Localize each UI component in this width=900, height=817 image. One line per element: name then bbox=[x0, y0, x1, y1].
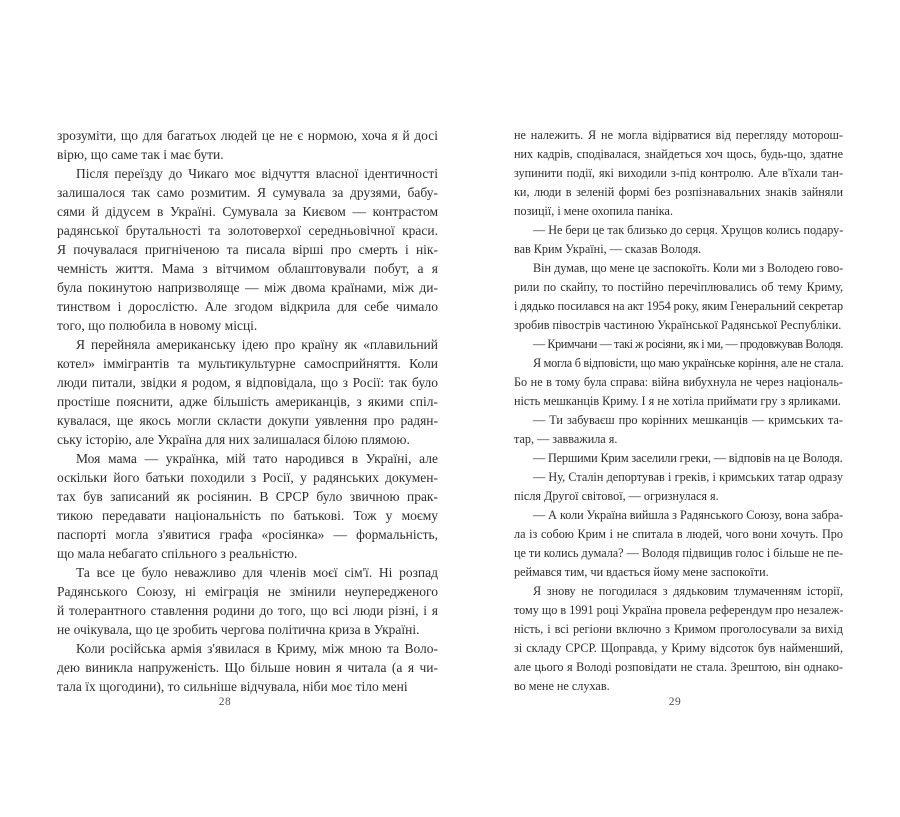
text-line: зробив півострів частиною Української Радянської Республіки. bbox=[514, 318, 842, 332]
text-line: але цього я Володі розповідати не стала. Зрештою, він однако- bbox=[514, 660, 843, 674]
text-line: — Ну, Сталін депортував і греків, і кримських татар одразу bbox=[533, 470, 843, 484]
text-line: простіше пояснити, адже більшість американців, з якими спіл- bbox=[57, 394, 438, 409]
text-line: і дядько посилався на акт 1954 року, яким Генеральний секретар bbox=[514, 299, 843, 313]
text-line: Та все це було неважливо для членів моєї сім'ї. Ні розпад bbox=[76, 565, 438, 580]
text-line: Я почувалася пригніченою та писала вірші про смерть і нік- bbox=[57, 242, 438, 257]
text-line: реймався тим, чи вдається йому мене заспокоїти. bbox=[514, 565, 769, 579]
text-line: вірю, що саме так і має бути. bbox=[57, 147, 224, 162]
page-number-left: 28 bbox=[218, 696, 232, 708]
text-line: позиції, і мене охопила паніка. bbox=[514, 204, 674, 218]
text-line: ську історію, але Україна для них залишалася білою плямою. bbox=[57, 432, 410, 447]
text-line: — Першими Крим заселили греки, — відповів на це Володя. bbox=[533, 451, 843, 465]
text-line: вав Крим Україні, — сказав Володя. bbox=[514, 242, 702, 256]
text-line: ність, і всі регіони включно з Кримом проголосували за вихід bbox=[514, 622, 843, 636]
text-line: Бо не в тому була справа: війна вибухнула не через національ- bbox=[514, 375, 843, 389]
text-line: Я знову не погодилася з дядьковим тлумаченням історії, bbox=[533, 584, 843, 598]
text-line: Моя мама — українка, мій тато народився в Україні, але bbox=[76, 451, 438, 466]
text-line: була покинутою напризволяще — між двома країнами, між ди- bbox=[57, 280, 438, 295]
left-page-text-block bbox=[57, 126, 438, 696]
text-line: ла із собою Крим і не спитала в людей, чого вони хочуть. Про bbox=[514, 527, 843, 541]
text-line: це ти колись думала? — Володя підвищив голос і більше не пе- bbox=[514, 546, 844, 560]
text-line: тах був записаний як росіянин. В СРСР було звичною прак- bbox=[57, 489, 438, 504]
text-line: радянської брутальності та золотоверхої середньовічної краси. bbox=[57, 223, 438, 238]
text-line: не належить. Я не могла відірватися від перегляду моторош- bbox=[514, 128, 843, 142]
text-line: тар, — завважила я. bbox=[514, 432, 618, 446]
text-line: ність мешканців Криму. І я не хотіла приймати гру з ярликами. bbox=[514, 394, 841, 408]
text-line: тинством і дорослістю. Але згодом відкрила для себе чимало bbox=[57, 299, 438, 314]
text-line: — Не бери це так близько до серця. Хрущов колись подару- bbox=[533, 223, 844, 237]
text-line: рили по скайпу, то постійно перечіплювались об тему Криму, bbox=[514, 280, 843, 294]
text-line: зупинити події, які виходили з-під контролю. Але в'їхали тан- bbox=[514, 166, 843, 180]
text-line: того, що полюбила в новому місці. bbox=[57, 318, 258, 333]
text-line: тикою передавати національність по батькові. Тож у моєму bbox=[57, 508, 438, 523]
text-line: кувалася, ще якось могли скласти докупи уявлення про радян- bbox=[57, 413, 438, 428]
text-line: зі складу СРСР. Щоправда, у Криму відсоток був найменший, bbox=[514, 641, 843, 655]
text-line: ки, люди в зеленій формі без розпізнавальних знаків зайняли bbox=[514, 185, 843, 199]
text-line: тала їх щогодини), то сильніше відчувала, ніби моє тіло мені bbox=[57, 679, 408, 694]
text-line: них кадрів, сподівалася, знайдеться хоч щось, будь-що, здатне bbox=[514, 147, 843, 161]
text-line: Він думав, що мене це заспокоїть. Коли ми з Володею гово- bbox=[533, 261, 844, 275]
text-line: не очікувала, що це зробить чергова політична криза в Україні. bbox=[57, 622, 420, 637]
text-line: тому що в 1991 році Україна провела референдум про незалеж- bbox=[514, 603, 844, 617]
text-line: Радянського Союзу, ні еміграція не змінили неупередженого bbox=[57, 584, 438, 599]
right-page-text-block bbox=[514, 126, 843, 696]
text-line: й толерантного ставлення родини до того, що всі люди різні, і я bbox=[57, 603, 438, 618]
book-page-right bbox=[450, 0, 900, 817]
text-line: залишалося так само розмитим. Я сумувала за друзями, бабу- bbox=[57, 185, 438, 200]
text-line: оскільки його батьки походили з Росії, у радянських докумен- bbox=[57, 470, 438, 485]
text-line: чемність життя. Мама з вітчимом облаштовували побут, а я bbox=[57, 261, 438, 276]
text-line: во мене не слухав. bbox=[514, 679, 610, 693]
text-line: після Другої світової, — огризнулася я. bbox=[514, 489, 719, 503]
page-number-right: 29 bbox=[668, 696, 682, 708]
text-line: Коли російська армія з'явилася в Криму, між мною та Воло- bbox=[76, 641, 438, 656]
text-line: паспорті могла з'явитися графа «росіянка» — формальність, bbox=[57, 527, 438, 542]
text-line: Після переїзду до Чикаго моє відчуття власної ідентичності bbox=[76, 166, 438, 181]
text-line: зрозуміти, що для багатьох людей це не є нормою, хоча я й досі bbox=[57, 128, 438, 143]
text-line: що мала небагато спільного з реальністю. bbox=[57, 546, 298, 561]
text-line: дею виникла напруженість. Що більше новин я читала (а я чи- bbox=[57, 660, 438, 675]
text-line: — А коли Україна вийшла з Радянського Союзу, вона забра- bbox=[533, 508, 844, 522]
text-line: Я перейняла американську ідею про країну як «плавильний bbox=[76, 337, 438, 352]
text-line: Я могла б відповісти, що маю українське коріння, але не стала. bbox=[533, 356, 844, 370]
text-line: люди питали, звідки я родом, я відповідала, що з Росії: так було bbox=[57, 375, 438, 390]
text-line: — Ти забуваєш про корінних мешканців — кримських та- bbox=[533, 413, 843, 427]
text-line: котел» іммігрантів та мультикультурне самосприйняття. Коли bbox=[57, 356, 438, 371]
text-line: — Кримчани — такі ж росіяни, як і ми, — продовжував Володя. bbox=[533, 337, 843, 351]
text-line: сями й дідусем в Україні. Сумувала за Києвом — контрастом bbox=[57, 204, 438, 219]
